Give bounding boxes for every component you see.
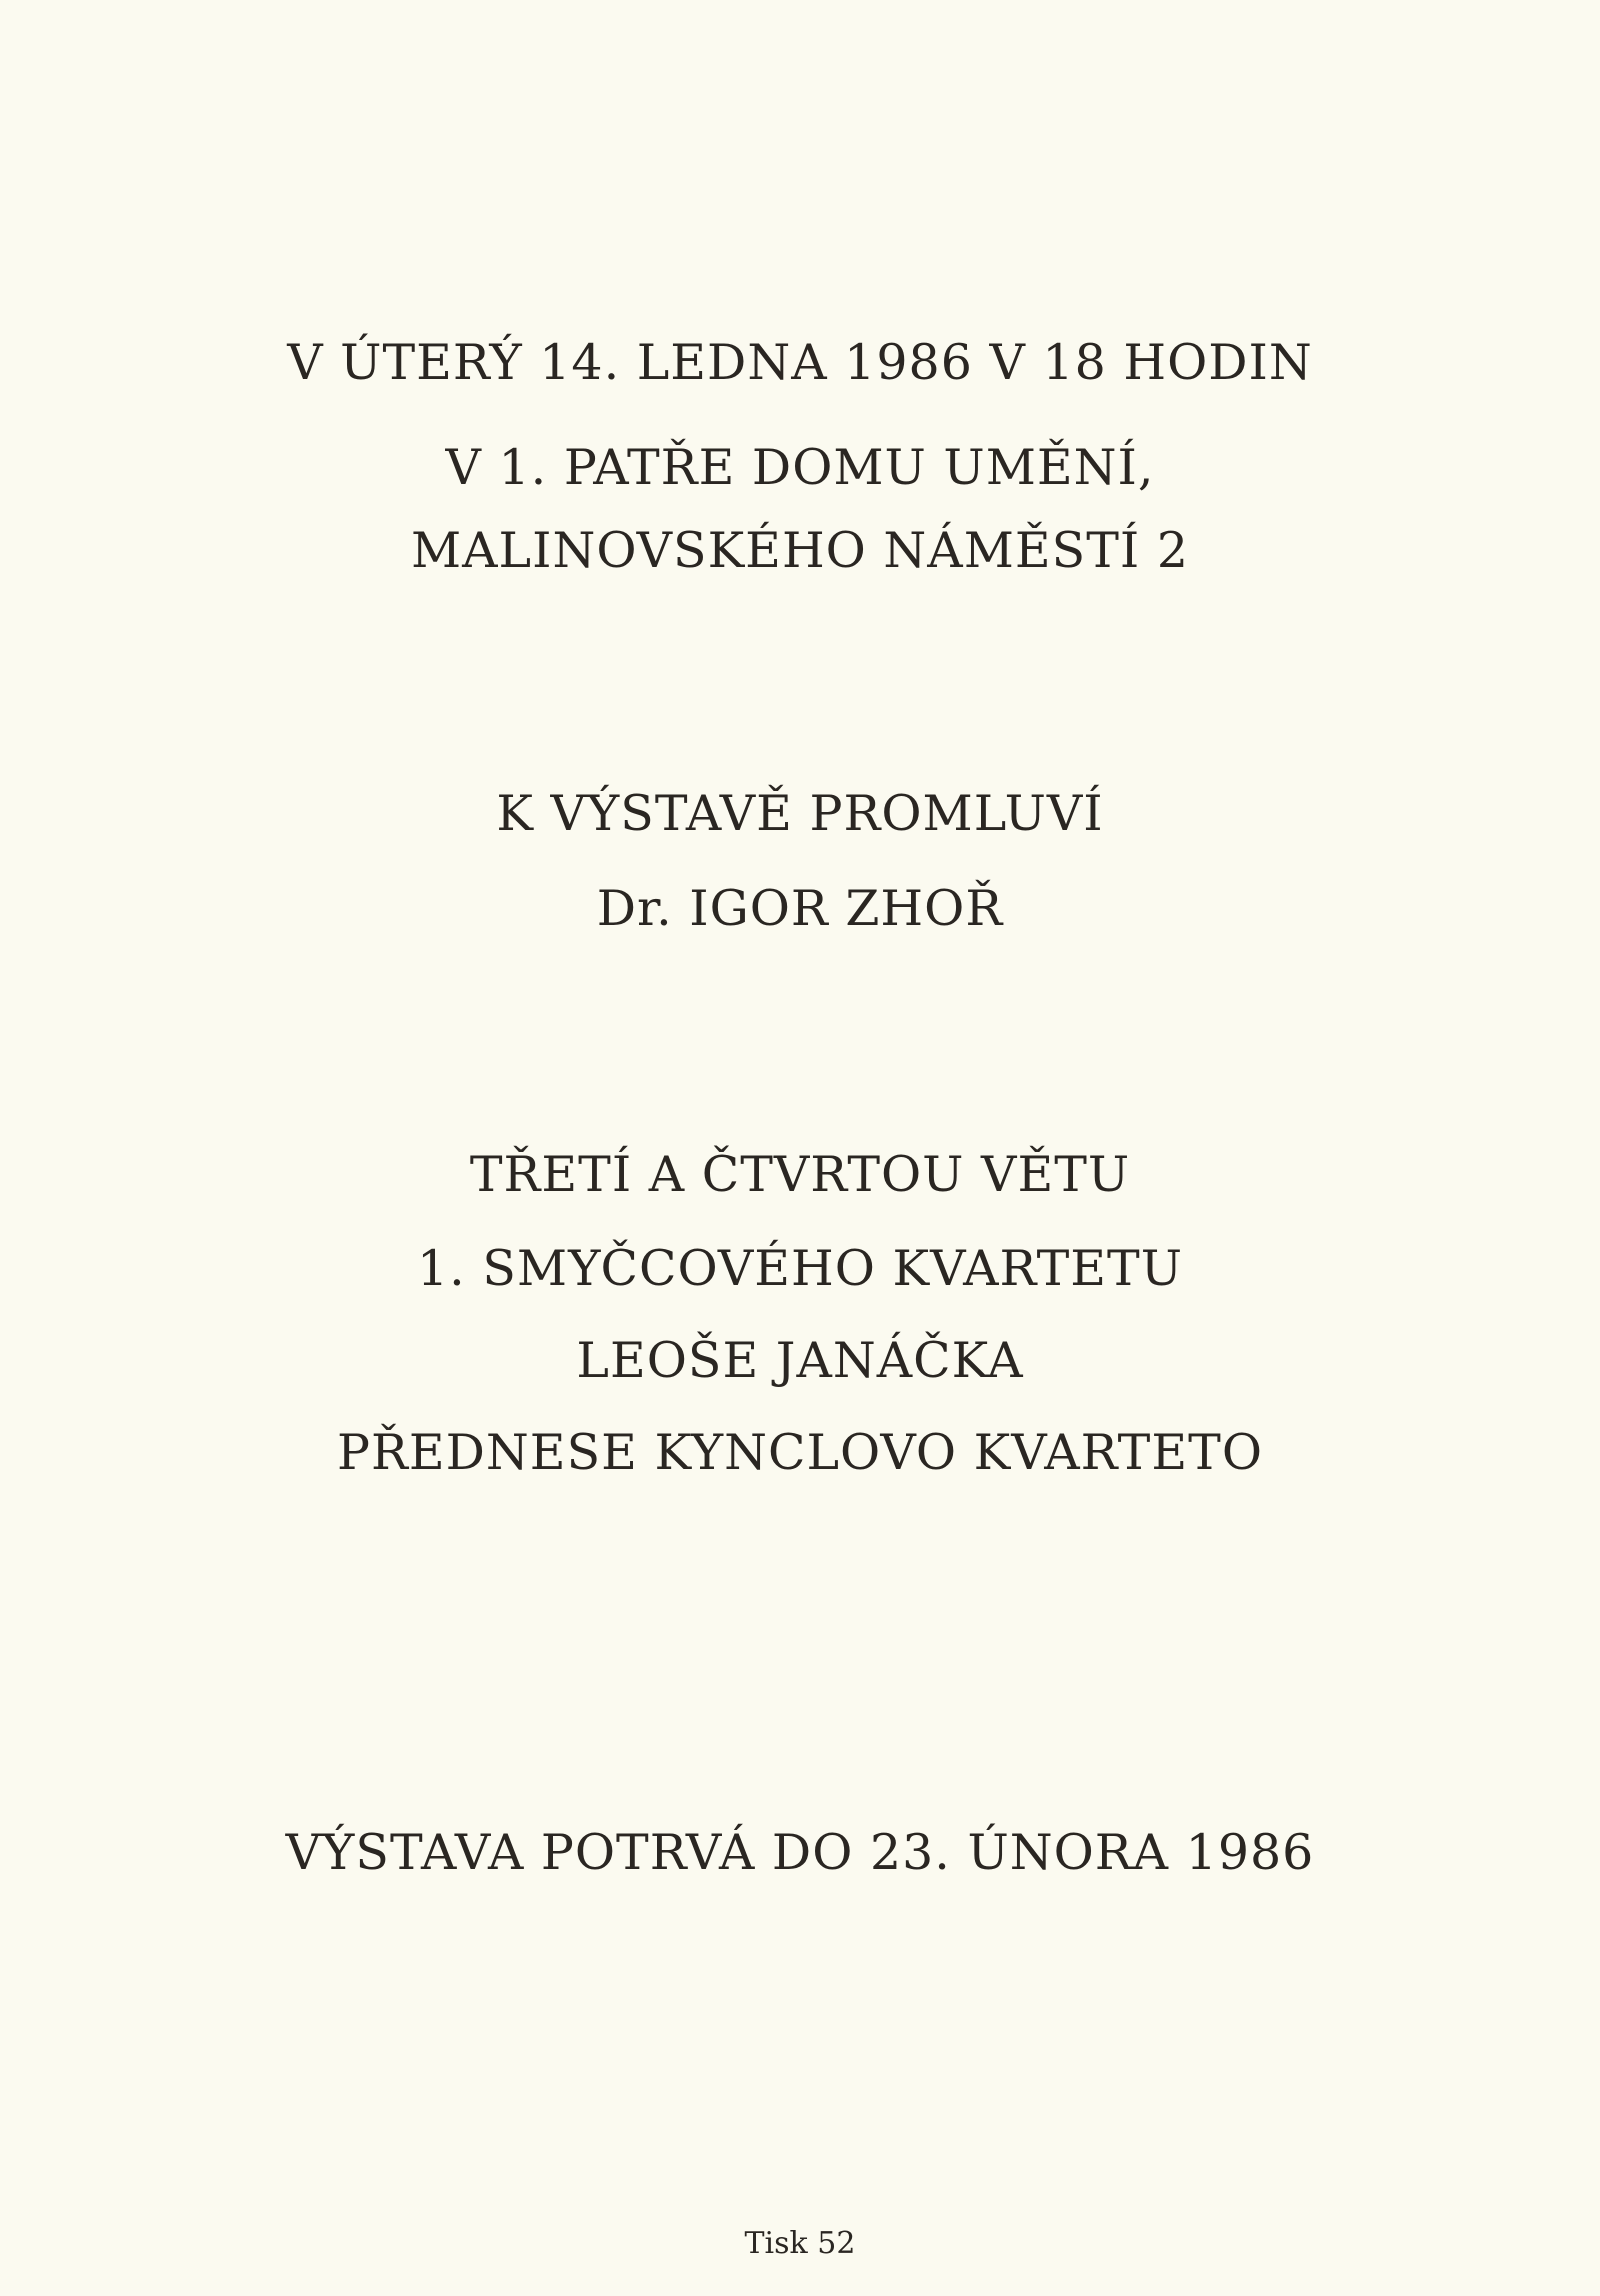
music-quartet-line: 1. SMYČCOVÉHO KVARTETU [417,1240,1183,1297]
print-mark: Tisk 52 [744,2226,856,2261]
music-movements-line: TŘETÍ A ČTVRTOU VĚTU [469,1146,1131,1203]
event-address-line: MALINOVSKÉHO NÁMĚSTÍ 2 [410,522,1189,579]
speaker-name-line: Dr. IGOR ZHOŘ [596,880,1004,937]
exhibition-duration-line: VÝSTAVA POTRVÁ DO 23. ÚNORA 1986 [285,1824,1315,1881]
music-performers-line: PŘEDNESE KYNCLOVO KVARTETO [337,1424,1263,1481]
music-composer-line: LEOŠE JANÁČKA [576,1332,1024,1389]
event-date-line: V ÚTERÝ 14. LEDNA 1986 V 18 HODIN [287,334,1313,391]
speaker-intro-line: K VÝSTAVĚ PROMLUVÍ [496,785,1104,842]
event-place-line: V 1. PATŘE DOMU UMĚNÍ, [445,439,1155,496]
